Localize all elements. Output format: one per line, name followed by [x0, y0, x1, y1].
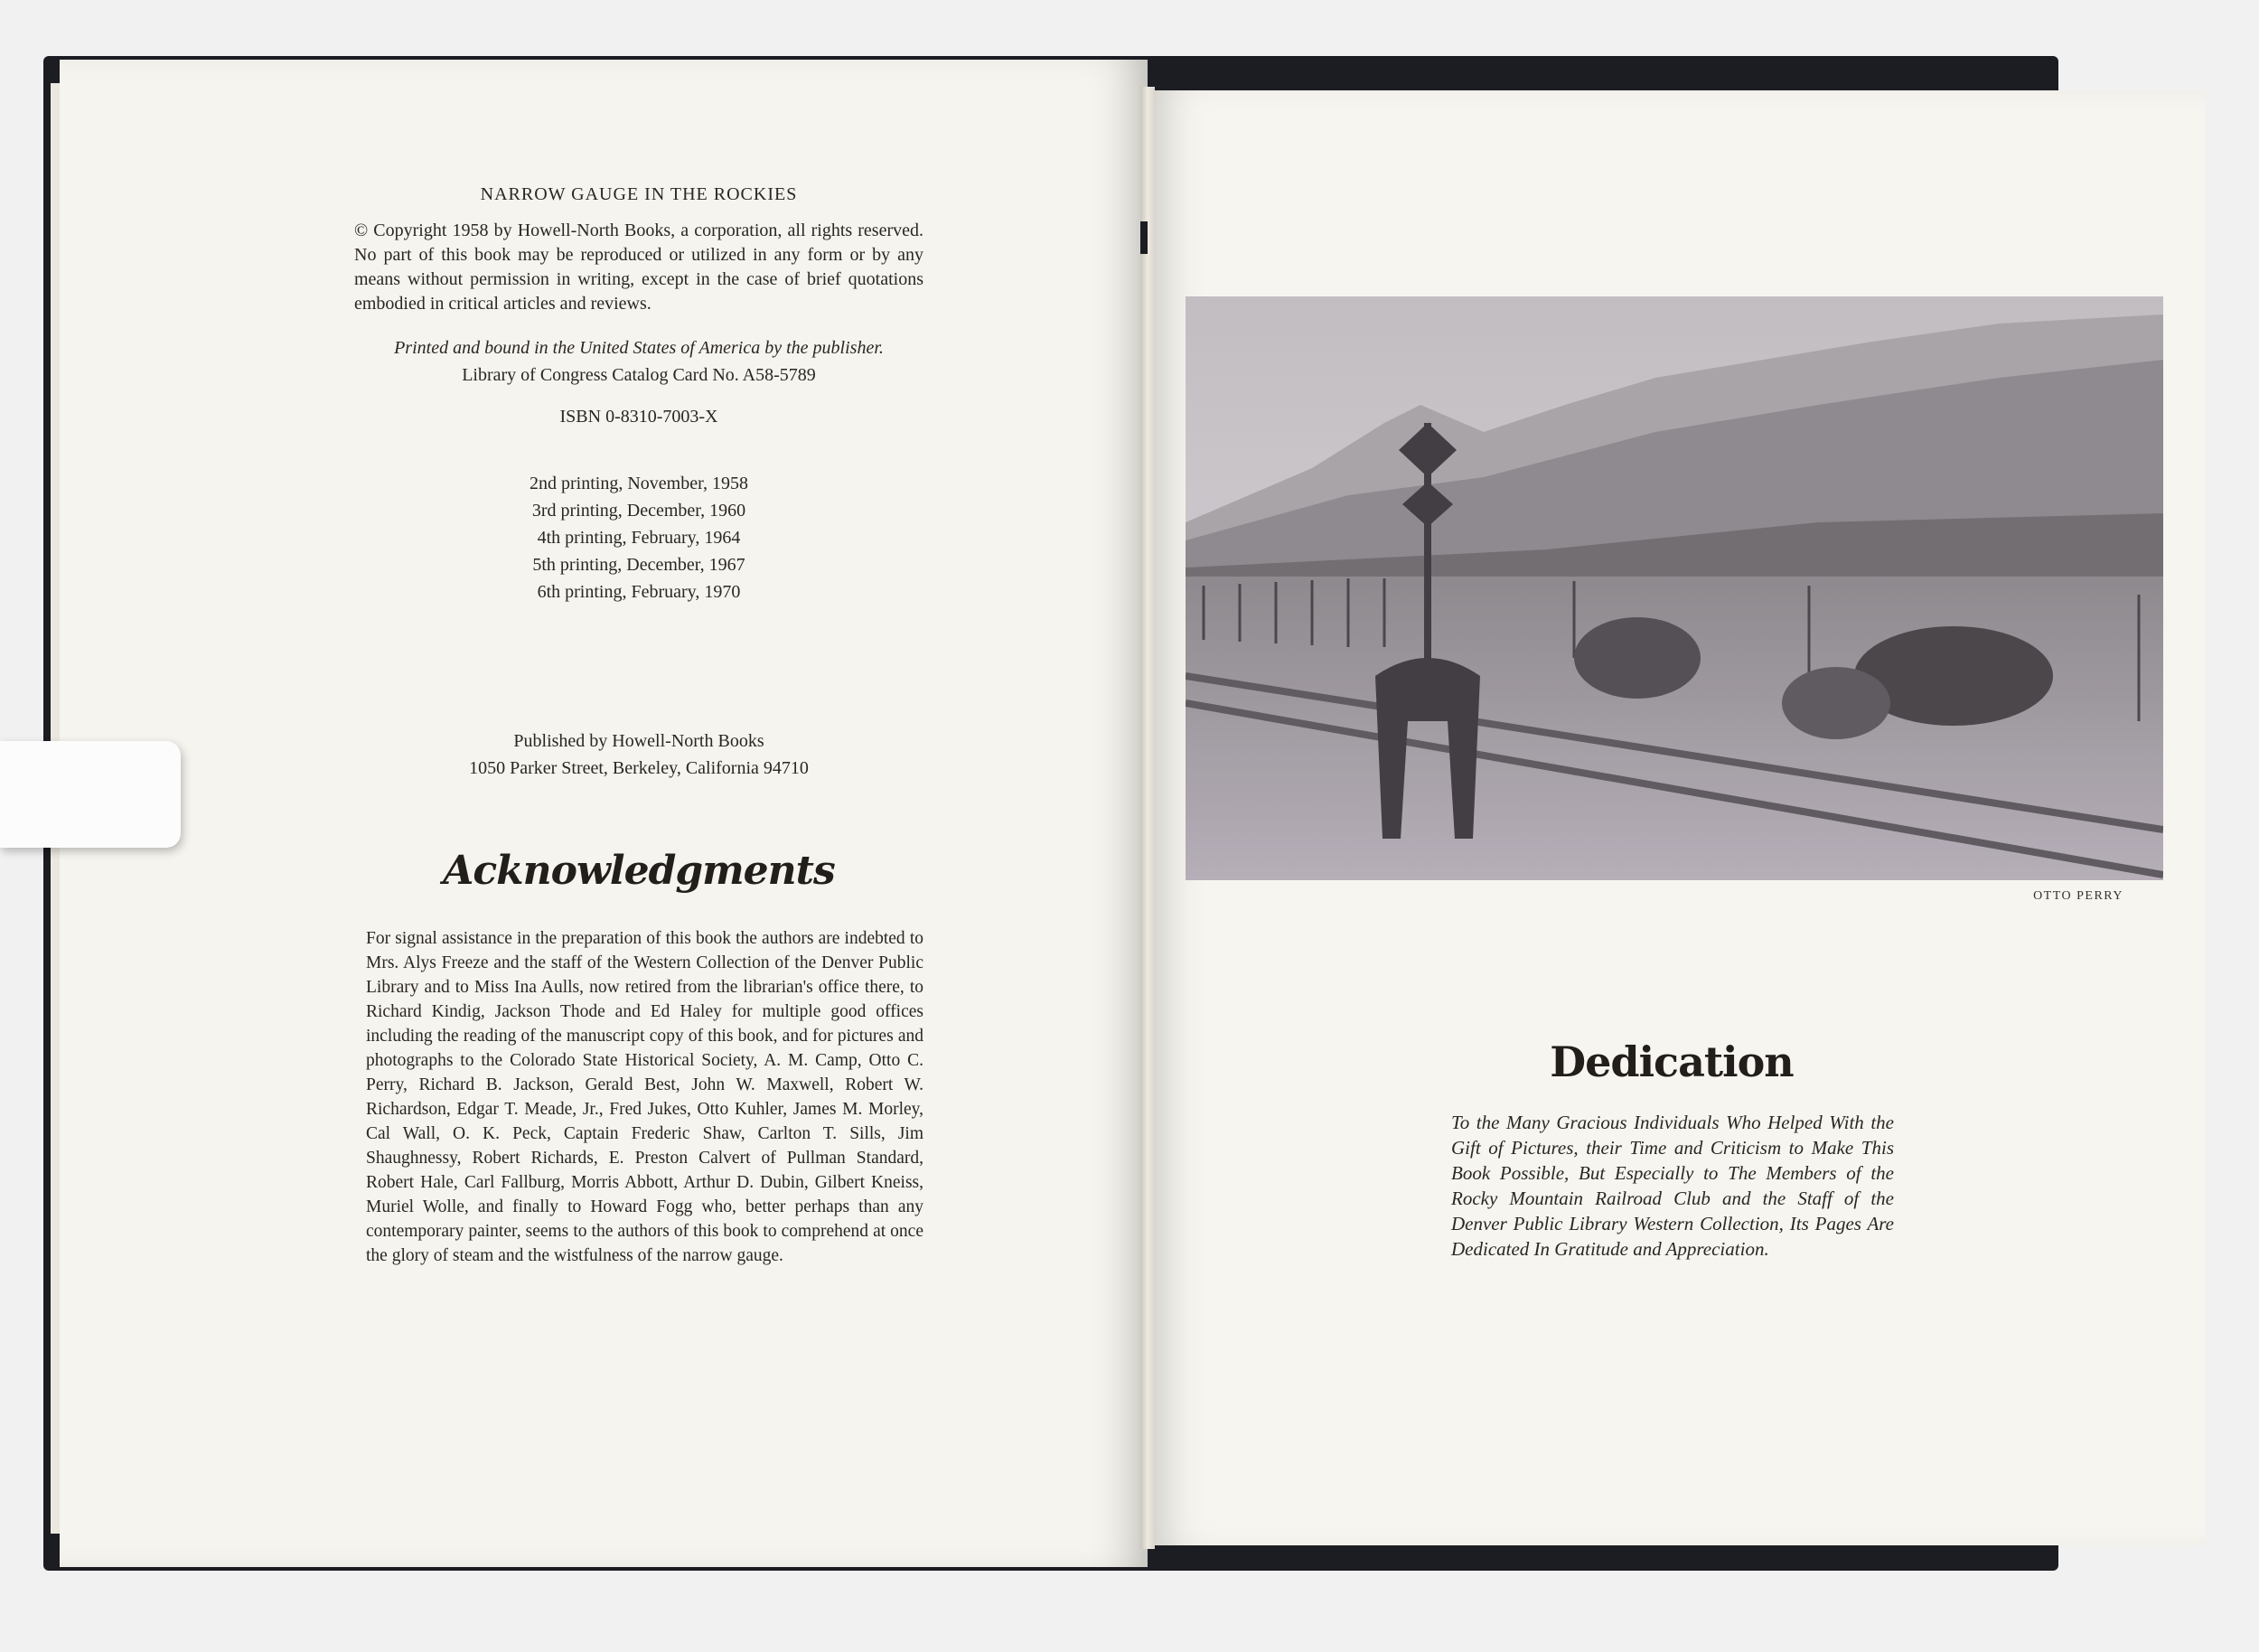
- printing-line: 5th printing, December, 1967: [532, 555, 745, 575]
- publisher-address: 1050 Parker Street, Berkeley, California 94710: [469, 758, 809, 778]
- printing-line: 2nd printing, November, 1958: [530, 474, 748, 493]
- isbn: ISBN 0-8310-7003-X: [559, 407, 718, 427]
- book-title-line: NARROW GAUGE IN THE ROCKIES: [480, 184, 798, 204]
- printing-history: [354, 470, 923, 605]
- acknowledgments-heading: Acknowledgments: [443, 848, 835, 894]
- printing-line: 3rd printing, December, 1960: [531, 501, 746, 521]
- printing-line: 6th printing, February, 1970: [537, 582, 741, 602]
- photo-credit: OTTO PERRY: [2033, 889, 2123, 903]
- cover-notch: [1140, 221, 1148, 254]
- catalog-number: Library of Congress Catalog Card No. A58-5789: [462, 365, 816, 385]
- publisher-block: [354, 727, 923, 782]
- book-gutter: [1140, 87, 1155, 1549]
- imprint-block: [354, 181, 923, 430]
- dedication-body: To the Many Gracious Individuals Who Helped With the Gift of Pictures, their Time and Criticism to Make This Book Possible, But Especially to The Members of the Rocky Mountain Railroad Club and the Staff of the Denver Public Library Western Collection, Its Pages Are Dedicated In Gratitude and Appreciation.: [1451, 1112, 1894, 1260]
- dedication-heading: Dedication: [1550, 1037, 1794, 1086]
- printing-line: 4th printing, February, 1964: [537, 528, 741, 548]
- bookmark: [0, 741, 181, 848]
- printed-note: Printed and bound in the United States of America by the publisher.: [394, 338, 884, 358]
- copyright-notice: © Copyright 1958 by Howell-North Books, a corporation, all rights reserved. No part of this book may be reproduced or utilized in any form or by any means without permission in writing, except in the case of brief quotations embodied in critical articles and reviews.: [354, 221, 923, 314]
- publisher-line: Published by Howell-North Books: [513, 731, 764, 751]
- acknowledgments-body: For signal assistance in the preparation of this book the authors are indebted to Mrs. Alys Freeze and the staff of the Western Collection of the Denver Public Library and to Miss Ina Aulls, now retired from the librarian's office there, to Richard Kindig, Jackson Thode and Ed Haley for multiple good offices including the reading of the manuscript copy of this book, and for pictures and photographs to the Colorado State Historical Society, A. M. Camp, Otto C. Perry, Richard B. Jackson, Gerald Best, John W. Maxwell, Robert W. Richardson, Edgar T. Meade, Jr., Fred Jukes, Otto Kuhler, James M. Morley, Cal Wall, O. K. Peck, Captain Frederic Shaw, Carlton T. Sills, Jim Shaughnessy, Robert Richards, E. Preston Calvert of Pullman Standard, Robert Hale, Carl Fallburg, Morris Abbott, Arthur D. Dubin, Gilbert Kneiss, Muriel Wolle, and finally to Howard Fogg who, better perhaps than any contemporary painter, seems to the authors of this book to comprehend at once the glory of steam and the wistfulness of the narrow gauge.: [366, 929, 923, 1265]
- signal-photo: [1186, 296, 2163, 880]
